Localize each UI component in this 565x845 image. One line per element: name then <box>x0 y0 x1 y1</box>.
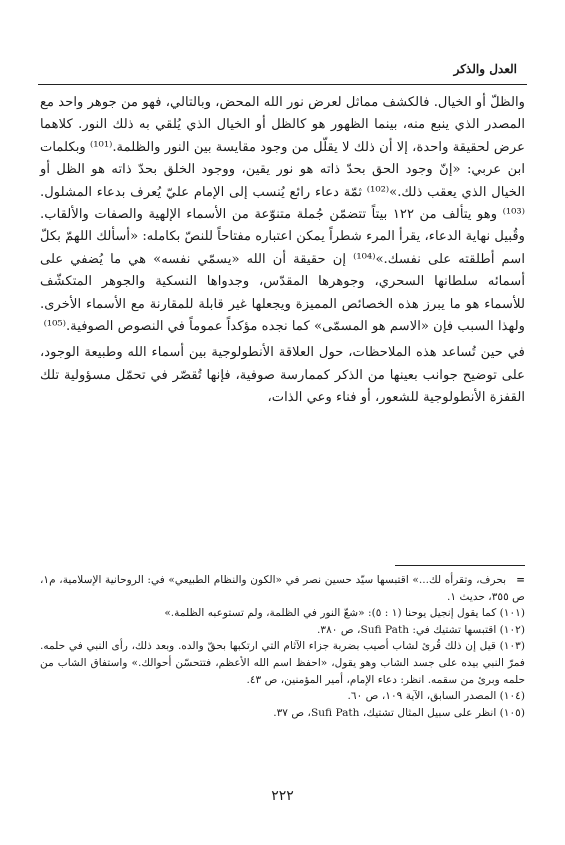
header-rule <box>38 84 527 85</box>
footnotes <box>40 565 525 721</box>
footnote-continuation-text: بحرف، وتقرأه لك...» اقتبسها سيّد حسين نصر في «الكون والنظام الطبيعي» في: الروحانية الإسلامية، م١، ص ٣٥٥، حديث ١. <box>40 574 525 603</box>
footnote-102: (١٠٢) اقتبسها تشتيك في: Sufi Path، ص ٣٨٠. <box>317 623 525 636</box>
footnote-103: (١٠٣) قيل إن ذلك قُرئ لشاب أصيب بضربة جزاء الآثام التي ارتكبها بحقّ والده. وبعد ذلك، رأى النبي في حلمه. فمرّ النبي بيده على جسد الشاب وهو يقول، «احفظ اسم الله الأعظم، فتتحسّن أحوالك.» واستفاق الشاب من حلمه وبرئ من سقمه. انظر: دعاء الإمام، أمير المؤمنين، ص ٤٣. <box>40 640 525 686</box>
footnote-105: (١٠٥) انظر على سبيل المثال تشتيك، Sufi Path، ص ٣٧. <box>273 706 525 719</box>
page-number: ٢٢٢ <box>271 788 294 804</box>
running-header: العدل والذكر <box>453 62 517 76</box>
footnote-continuation <box>40 572 525 605</box>
continuation-mark: = <box>516 574 525 586</box>
paragraph-1: والظلّ أو الخيال. فالكشف مماثل لعرض نور الله المحض، وبالتالي، فهو من جوهر واحد مع المصدر الذي ينبع منه، بينما الظهور هو كالظل أو الخيال الذي يُلقي به ذلك النور. كلاهما عرض لحقيقة واحدة، إلا أن ذلك لا يقلّل من وجود مقايسة بين النور والظلمة.⁽¹⁰¹⁾ وبكلمات ابن عربي: «إنّ وجود الحق بحدّ ذاته هو نور يقين، ووجود الخلق بحدّ ذاته هو الظل أو الخيال الذي يعقب ذلك.»⁽¹⁰²⁾ ثمّة دعاء رائع يُنسب إلى الإمام عليّ يُعرف بدعاء المشلول.⁽¹⁰³⁾ وهو يتألف من ١٢٢ بيتاً تتضمّن جُملة متنوّعة من الأسماء الإلهية والصفات والألقاب. وقُبيل نهاية الدعاء، يقرأ المرء شطراً يمكن اعتباره مفتاحاً للنصّ بكامله: «أسألك اللهمّ بكلّ اسم أطلقته على نفسك.»⁽¹⁰⁴⁾ إن حقيقة أن الله «يسمّي نفسه» هي ما يُضفي على أسمائه سلطانها السحري، وجوهرها المقدّس، وجدواها النسكية والجوهر المتكشّف للأسماء هو ما يبرز هذه الخصائص المميزة ويجعلها غير قابلة للمقارنة مع الأسماء الأخرى. ولهذا السبب فإن «الاسم هو المسمّى» كما نجده مؤكداً عموماً في النصوص الصوفية.⁽¹⁰⁵⁾ <box>40 95 526 335</box>
paragraph-2: في حين تُساعد هذه الملاحظات، حول العلاقة الأنطولوجية بين أسماء الله وطبيعة الوجود، على توضيح جوانب بعينها من الذكر كممارسة صوفية، فإنها تُقصّر في تحمّل مسؤولية تلك القفزة الأنطولوجية للشعور، أو فناء وعي الذات، <box>40 345 525 406</box>
body-text <box>40 92 525 410</box>
footnote-104: (١٠٤) المصدر السابق، الآية ١٠٩، ص ٦٠. <box>347 690 525 703</box>
footnote-101: (١٠١) كما يقول إنجيل يوحنا (١ : ٥): «شعّ النور في الظلمة، ولم تستوعبه الظلمة.» <box>164 607 525 620</box>
footnote-rule <box>395 565 525 566</box>
